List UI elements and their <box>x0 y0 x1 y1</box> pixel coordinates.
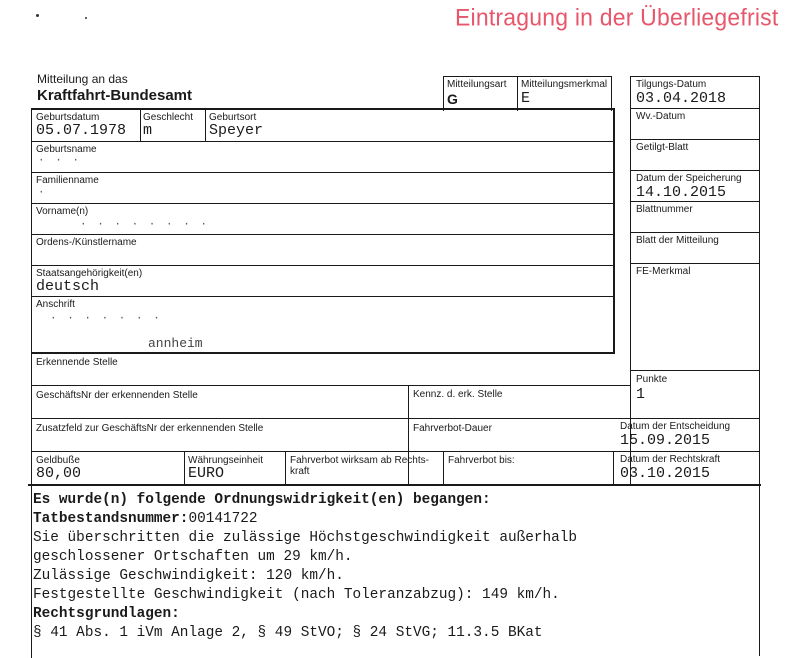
header-authority: Kraftfahrt-Bundesamt <box>37 87 193 104</box>
offense-intro: Es wurde(n) folgende Ordnungswidrigkeit(en) begangen: <box>33 492 491 508</box>
speicherung-label: Datum der Speicherung <box>636 173 742 184</box>
geburtsort-label: Geburtsort <box>209 112 257 123</box>
grid-line <box>630 201 760 202</box>
geldbusse-value: 80,00 <box>36 465 82 482</box>
waehrung-value: EURO <box>188 465 225 482</box>
kennz-label: Kennz. d. erk. Stelle <box>413 389 503 400</box>
redaction-marks: · · · <box>38 155 82 167</box>
grid-line <box>31 108 614 110</box>
grid-line <box>630 418 760 419</box>
blattnummer-label: Blattnummer <box>636 204 693 215</box>
grid-line <box>140 108 141 142</box>
speicherung-value: 14.10.2015 <box>636 184 727 201</box>
fe-merkmal-label: FE-Merkmal <box>636 266 691 277</box>
grid-line <box>31 418 631 419</box>
grid-line <box>31 296 614 297</box>
rechtskraft-label: Datum der Rechtskraft <box>620 454 721 465</box>
offense-line-2: geschlossener Ortschaften um 29 km/h. <box>33 549 353 565</box>
punkte-value: 1 <box>636 386 646 403</box>
tatbestand-value: 00141722 <box>188 511 258 527</box>
grid-line <box>285 451 286 484</box>
speck-mark <box>85 17 87 19</box>
mitteilungsmerkmal-label: Mitteilungsmerkmal <box>521 79 608 90</box>
vorname-label: Vorname(n) <box>36 206 89 217</box>
offense-line-3: Zulässige Geschwindigkeit: 120 km/h. <box>33 568 344 584</box>
entscheidung-value: 15.09.2015 <box>620 432 711 449</box>
tatbestand-line <box>33 510 258 528</box>
geburtsdatum-value: 05.07.1978 <box>36 122 127 139</box>
offense-line-4: Festgestellte Geschwindigkeit (nach Toleranzabzug): 149 km/h. <box>33 587 560 603</box>
speck-mark <box>36 14 39 17</box>
blatt-mitteilung-label: Blatt der Mitteilung <box>636 235 719 246</box>
tilgungsdatum-value: 03.04.2018 <box>636 90 727 107</box>
geschlecht-value: m <box>143 122 153 139</box>
getilgt-blatt-label: Getilgt-Blatt <box>636 142 689 153</box>
grid-line <box>184 451 185 484</box>
rechtsgrundlagen-label: Rechtsgrundlagen: <box>33 606 180 622</box>
grid-line <box>31 385 631 386</box>
geburtsort-value: Speyer <box>209 122 264 139</box>
anschrift-label: Anschrift <box>36 299 75 310</box>
redaction-marks: · <box>38 187 47 199</box>
redaction-marks: · · · · · · · <box>50 313 162 325</box>
ordensname-label: Ordens-/Künstlername <box>36 237 137 248</box>
grid-line <box>31 234 614 235</box>
grid-line <box>31 203 614 204</box>
grid-line <box>611 76 612 111</box>
mitteilungsart-label: Mitteilungsart <box>447 79 507 90</box>
rechtskraft-value: 03.10.2015 <box>620 465 711 482</box>
grid-line <box>630 451 760 452</box>
grid-line <box>443 451 444 484</box>
fahrverbot-dauer-label: Fahrverbot-Dauer <box>413 423 492 434</box>
rechtsgrundlagen-value: § 41 Abs. 1 iVm Anlage 2, § 49 StVO; § 24 StVG; 11.3.5 BKat <box>33 625 543 641</box>
grid-line <box>630 76 760 77</box>
grid-line <box>630 108 760 109</box>
wv-datum-label: Wv.-Datum <box>636 111 686 122</box>
grid-line <box>517 76 518 111</box>
staatsangehoerigkeit-value: deutsch <box>36 278 100 295</box>
fahrverbot-bis-label: Fahrverbot bis: <box>448 455 515 466</box>
grid-line <box>630 263 760 264</box>
mitteilungsmerkmal-value: E <box>521 90 531 107</box>
fahrverbot-wirksam-label: Fahrverbot wirksam ab Rechts- <box>290 455 429 466</box>
staatsangehoerigkeit-label: Staatsangehörigkeit(en) <box>36 268 143 279</box>
grid-line <box>613 108 615 353</box>
geburtsname-label: Geburtsname <box>36 144 97 155</box>
fahrverbot-wirksam-label-line2: kraft <box>290 466 310 477</box>
grid-line <box>31 172 614 173</box>
zusatzfeld-label: Zusatzfeld zur GeschäftsNr der erkennenden Stelle <box>36 423 264 434</box>
punkte-label: Punkte <box>636 374 668 385</box>
grid-line <box>31 141 614 142</box>
grid-line <box>31 451 631 452</box>
overdue-stamp: Eintragung in der Überliegefrist <box>455 3 779 31</box>
entscheidung-label: Datum der Entscheidung <box>620 421 731 432</box>
waehrung-label: Währungseinheit <box>188 455 264 466</box>
grid-line <box>408 385 409 484</box>
grid-line <box>31 108 32 658</box>
tatbestand-label: Tatbestandsnummer: <box>33 511 189 527</box>
geschaeftsnr-label: GeschäftsNr der erkennenden Stelle <box>36 390 198 401</box>
anschrift-partial: annheim <box>148 336 203 351</box>
grid-line <box>205 108 206 142</box>
grid-line <box>31 265 614 266</box>
redaction-marks: · · · · · · · · <box>80 219 210 231</box>
grid-line <box>759 76 760 656</box>
header-addressee: Mitteilung an das <box>37 72 128 86</box>
geschlecht-label: Geschlecht <box>143 112 194 123</box>
grid-line <box>630 232 760 233</box>
grid-line <box>443 76 444 111</box>
tilgungsdatum-label: Tilgungs-Datum <box>636 79 707 90</box>
erkennende-stelle-label: Erkennende Stelle <box>36 357 118 368</box>
grid-line <box>613 451 614 484</box>
grid-line <box>31 352 615 354</box>
offense-line-1: Sie überschritten die zulässige Höchstgeschwindigkeit außerhalb <box>33 530 578 546</box>
geldbusse-label: Geldbuße <box>36 455 80 466</box>
grid-line <box>630 170 760 171</box>
grid-line <box>630 370 760 371</box>
grid-line <box>443 76 612 77</box>
mitteilungsart-value: G <box>447 91 458 107</box>
grid-line <box>630 139 760 140</box>
grid-line <box>28 484 761 486</box>
familienname-label: Familienname <box>36 175 99 186</box>
geburtsdatum-label: Geburtsdatum <box>36 112 100 123</box>
